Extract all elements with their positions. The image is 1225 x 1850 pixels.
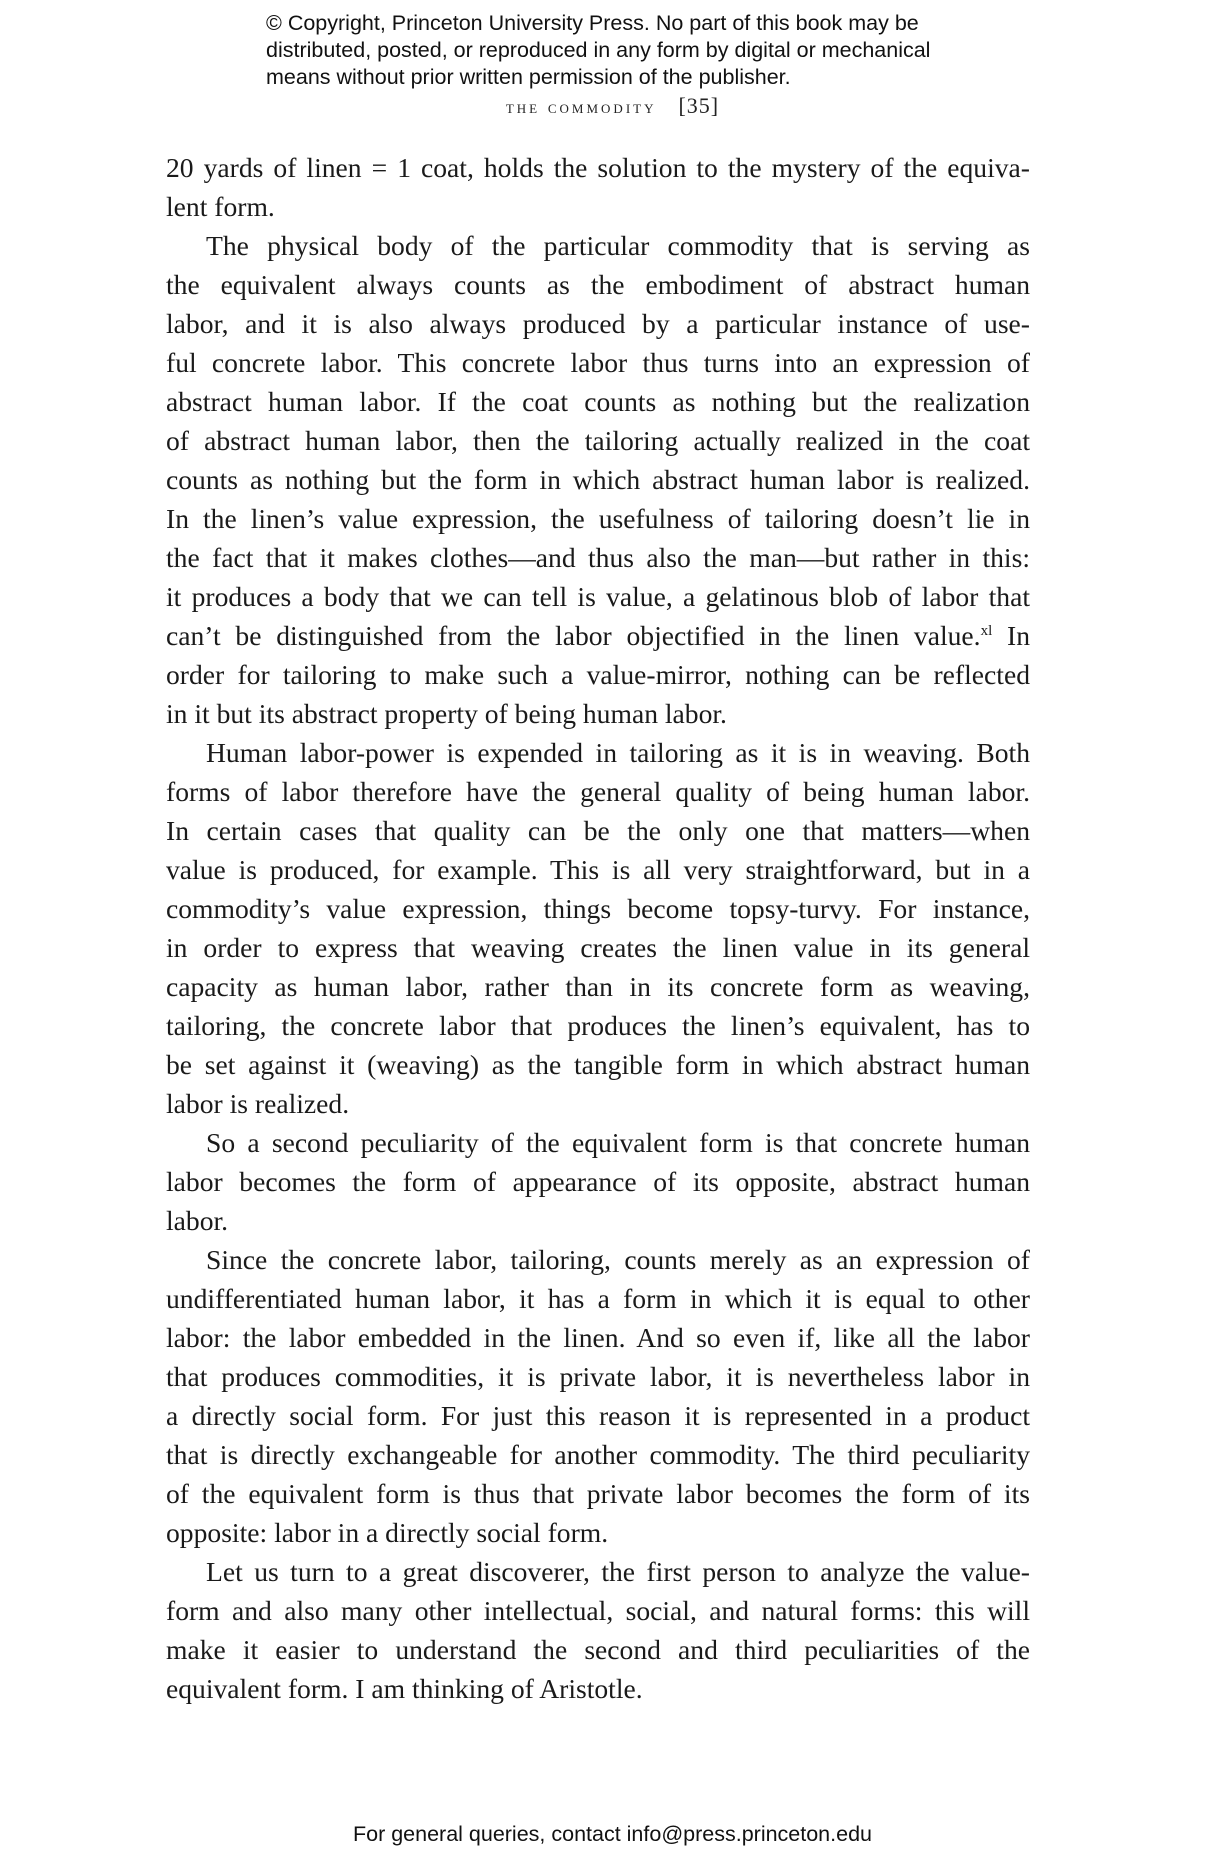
text-line: it produces a body that we can tell is value, a gelatinous blob of labor that <box>166 581 1030 612</box>
text-line: Human labor-power is expended in tailoring as it is in weaving. Both <box>206 737 1030 768</box>
text-line: In the linen’s value expression, the usefulness of tailoring doesn’t lie in <box>166 503 1030 534</box>
text-fragment: can’t be distinguished from the labor objectified in the linen value. <box>166 620 981 651</box>
text-line: labor, and it is also always produced by a particular instance of use- <box>166 308 1030 339</box>
text-line: labor: the labor embedded in the linen. And so even if, like all the labor <box>166 1322 1030 1353</box>
text-line: equivalent form. I am thinking of Aristotle. <box>166 1673 643 1704</box>
text-line: be set against it (weaving) as the tangible form in which abstract human <box>166 1049 1030 1080</box>
endnote-marker[interactable]: xl <box>980 623 993 639</box>
text-line: commodity’s value expression, things become topsy-turvy. For instance, <box>166 893 1030 924</box>
text-line: undifferentiated human labor, it has a form in which it is equal to other <box>166 1283 1030 1314</box>
text-line: The physical body of the particular commodity that is serving as <box>206 230 1030 261</box>
text-line: the equivalent always counts as the embodiment of abstract human <box>166 269 1030 300</box>
copyright-line: © Copyright, Princeton University Press. No part of this book may be <box>266 11 919 35</box>
text-line: form and also many other intellectual, social, and natural forms: this will <box>166 1595 1030 1626</box>
text-line: that is directly exchangeable for another commodity. The third peculiarity <box>166 1439 1030 1470</box>
text-line: Since the concrete labor, tailoring, counts merely as an expression of <box>206 1244 1030 1275</box>
text-line: lent form. <box>166 191 275 222</box>
text-line: in order to express that weaving creates the linen value in its general <box>166 932 1030 963</box>
text-line: tailoring, the concrete labor that produces the linen’s equivalent, has to <box>166 1010 1030 1041</box>
text-line: In certain cases that quality can be the only one that matters—when <box>166 815 1030 846</box>
text-line: labor is realized. <box>166 1088 350 1119</box>
text-line: in it but its abstract property of being human labor. <box>166 698 727 729</box>
text-line: counts as nothing but the form in which abstract human labor is realized. <box>166 464 1030 495</box>
text-line: capacity as human labor, rather than in its concrete form as weaving, <box>166 971 1030 1002</box>
text-line: value is produced, for example. This is all very straightforward, but in a <box>166 854 1030 885</box>
text-line: ful concrete labor. This concrete labor thus turns into an expression of <box>166 347 1030 378</box>
text-fragment: In <box>992 620 1030 651</box>
text-line: a directly social form. For just this reason it is represented in a product <box>166 1400 1030 1431</box>
text-line: labor becomes the form of appearance of its opposite, abstract human <box>166 1166 1030 1197</box>
text-line: opposite: labor in a directly social form. <box>166 1517 609 1548</box>
page-number: [35] <box>678 93 720 118</box>
text-line: that produces commodities, it is private labor, it is nevertheless labor in <box>166 1361 1030 1392</box>
copyright-line: distributed, posted, or reproduced in any form by digital or mechanical <box>266 38 931 62</box>
text-line: of the equivalent form is thus that private labor becomes the form of its <box>166 1478 1030 1509</box>
text-line: the fact that it makes clothes—and thus also the man—but rather in this: <box>166 542 1030 573</box>
text-line: make it easier to understand the second and third peculiarities of the <box>166 1634 1030 1665</box>
text-line-with-note <box>166 616 1030 655</box>
text-line: of abstract human labor, then the tailoring actually realized in the coat <box>166 425 1030 456</box>
text-line: labor. <box>166 1205 229 1236</box>
copyright-line: means without prior written permission of the publisher. <box>266 65 791 89</box>
text-line: 20 yards of linen = 1 coat, holds the solution to the mystery of the equiva- <box>166 152 1030 183</box>
text-line: So a second peculiarity of the equivalent form is that concrete human <box>206 1127 1030 1158</box>
text-line: forms of labor therefore have the general quality of being human labor. <box>166 776 1030 807</box>
running-head-title: the commodity <box>505 97 657 118</box>
text-line: order for tailoring to make such a value-mirror, nothing can be reflected <box>166 659 1030 690</box>
text-line: Let us turn to a great discoverer, the first person to analyze the value- <box>206 1556 1030 1587</box>
copyright-notice <box>266 10 986 91</box>
text-line: abstract human labor. If the coat counts as nothing but the realization <box>166 386 1030 417</box>
footer-contact: For general queries, contact info@press.princeton.edu <box>352 1822 872 1846</box>
body-text <box>166 148 1030 1708</box>
running-head <box>0 93 1225 119</box>
